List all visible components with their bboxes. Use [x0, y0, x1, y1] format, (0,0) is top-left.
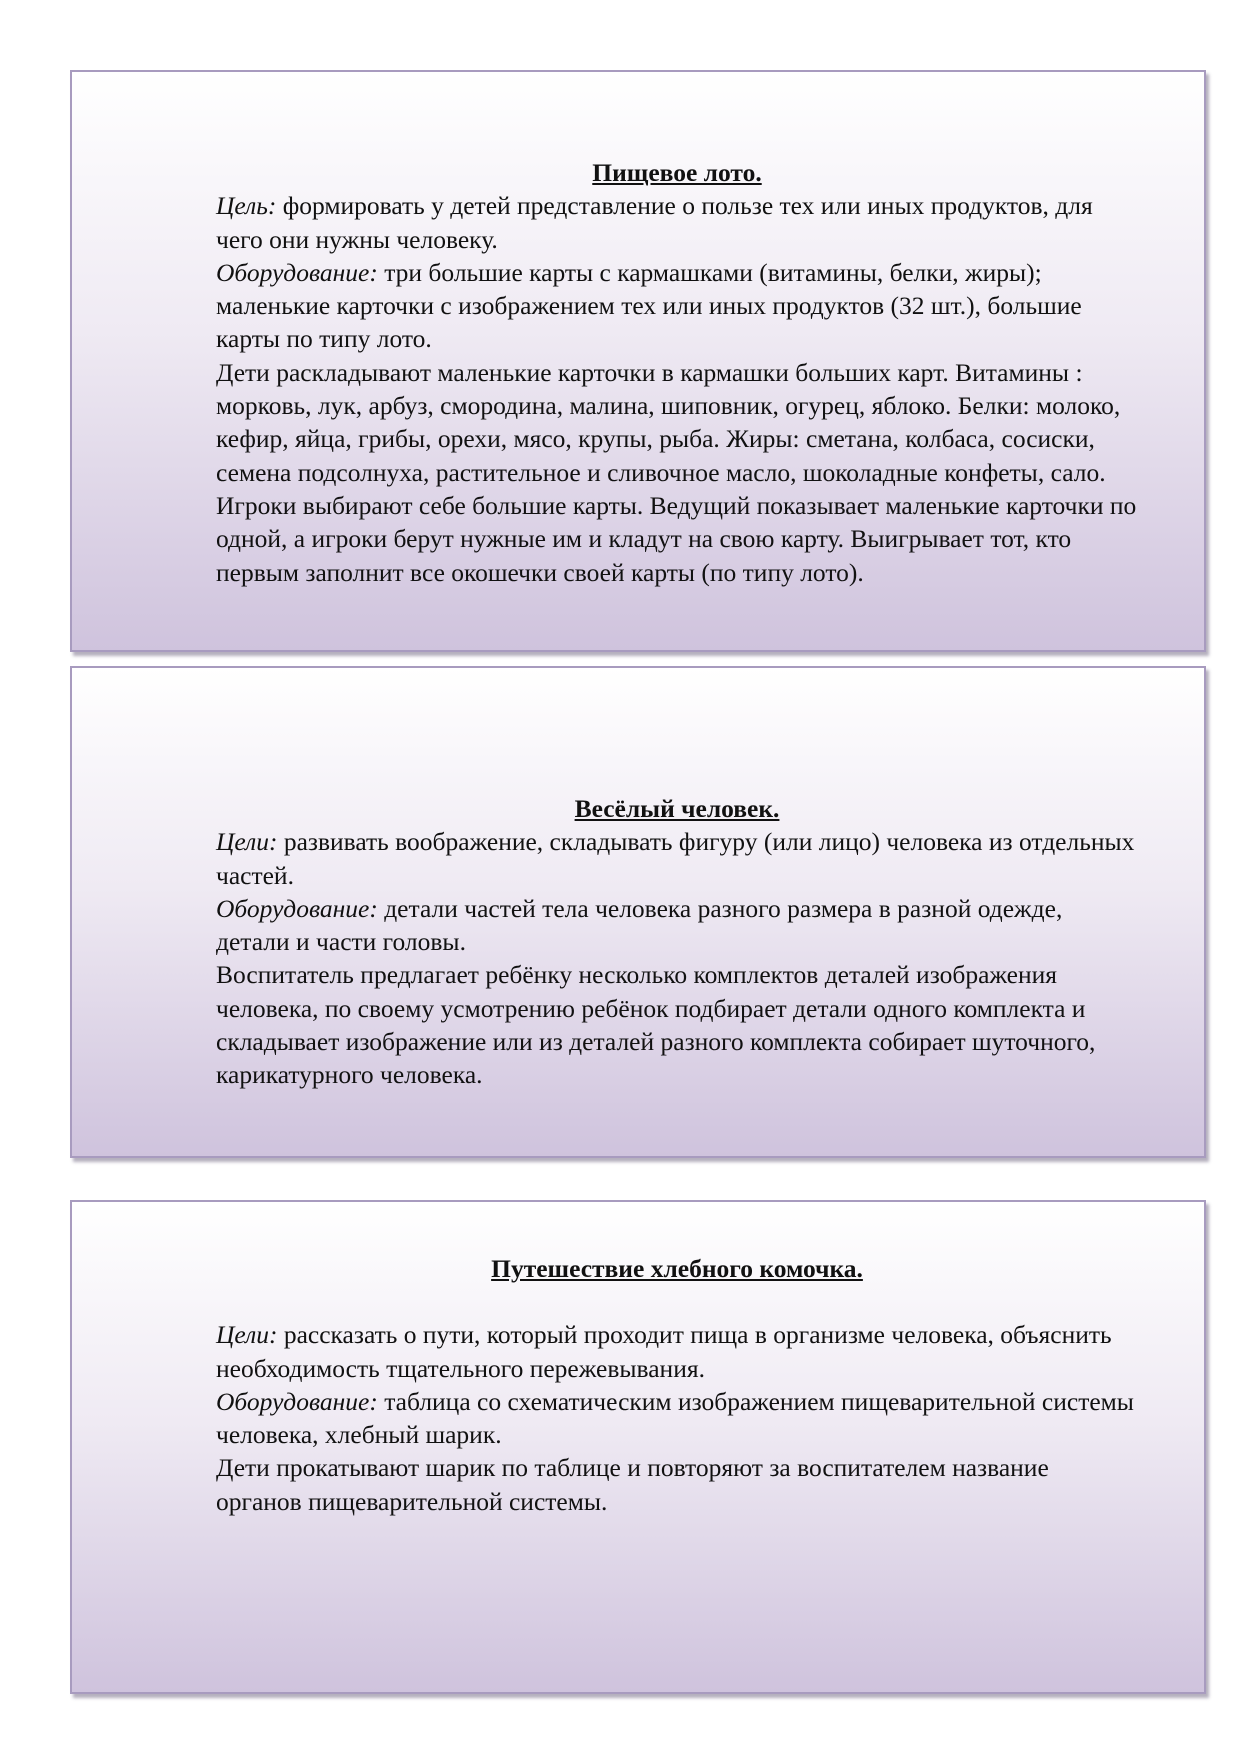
card-paragraph: Дети раскладывают маленькие карточки в кармашки больших карт. Витамины : морковь, лук, арбуз, смородина, малина, шиповник, огурец, яблоко. Белки: молоко, кефир, яйца, грибы, орехи, мясо, крупы, рыба. Жиры: сметана, колбаса, сосиски, семена подсолнуха, растительное и сливочное масло, шоколадные конфеты, сало. [216, 357, 1121, 487]
equipment-label: Оборудование: [216, 1386, 378, 1416]
equipment-label: Оборудование: [216, 893, 378, 923]
spacer [216, 1285, 1138, 1318]
game-card-funny-man [70, 666, 1206, 1158]
card-equipment [216, 256, 1138, 356]
card-title: Путешествие хлебного комочка. [491, 1254, 863, 1283]
equipment-text: три большие карты с кармашками (витамины, белки, жиры); маленькие карточки с изображением тех или иных продуктов (32 шт.), большие карты по типу лото. [216, 257, 1082, 354]
card-title: Весёлый человек. [574, 794, 780, 823]
goal-label: Цель: [216, 191, 277, 221]
equipment-label: Оборудование: [216, 257, 378, 287]
card-paragraph: Воспитатель предлагает ребёнку несколько комплектов деталей изображения человека, по своему усмотрению ребёнок подбирает детали одного комплекта и складывает изображение или из деталей разного комплекта собирает шуточного, карикатурного человека. [216, 960, 1096, 1090]
game-card-bread-ball-journey [70, 1200, 1206, 1694]
card-goal [216, 1318, 1138, 1385]
card-content [216, 1252, 1138, 1518]
card-paragraph: Игроки выбирают себе большие карты. Ведущий показывает маленькие карточки по одной, а игроки берут нужные им и кладут на свою карту. Выигрывает тот, кто первым заполнит все окошечки своей карты (по типу лото). [216, 490, 1137, 587]
card-equipment [216, 892, 1138, 959]
goal-text: формировать у детей представление о пользе тех или иных продуктов, для чего они нужны человеку. [216, 191, 1093, 254]
goal-text: рассказать о пути, который проходит пища в организме человека, объяснить необходимость тщательного пережевывания. [216, 1320, 1112, 1383]
goal-label: Цели: [216, 1320, 278, 1350]
card-content [216, 792, 1138, 1092]
card-paragraph: Дети прокатывают шарик по таблице и повторяют за воспитателем название органов пищеварительной системы. [216, 1453, 1049, 1516]
goal-label: Цели: [216, 827, 278, 857]
card-goal [216, 825, 1138, 892]
equipment-text: таблица со схематическим изображением пищеварительной системы человека, хлебный шарик. [216, 1386, 1134, 1450]
card-content [216, 156, 1138, 589]
card-title: Пищевое лото. [592, 158, 762, 187]
equipment-text: детали частей тела человека разного размера в разной одежде, детали и части головы. [216, 893, 1063, 957]
card-equipment [216, 1385, 1138, 1452]
card-goal [216, 189, 1138, 256]
goal-text: развивать воображение, складывать фигуру (или лицо) человека из отдельных частей. [216, 827, 1135, 890]
game-card-food-lotto [70, 70, 1206, 652]
